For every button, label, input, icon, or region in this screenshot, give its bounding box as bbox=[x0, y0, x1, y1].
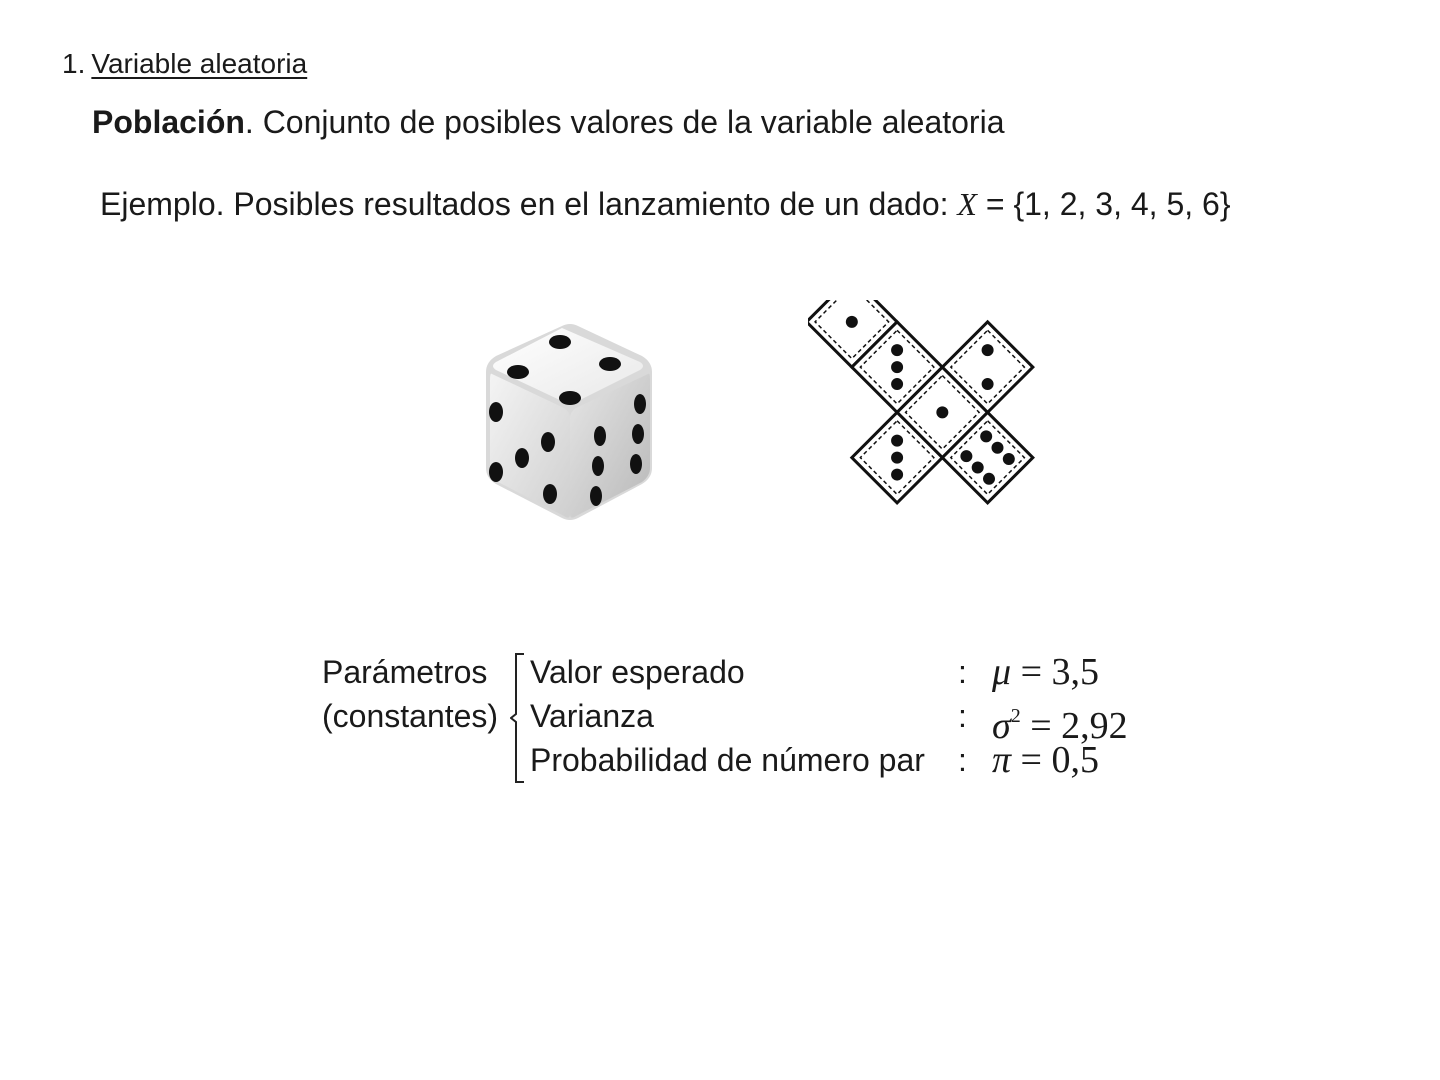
parameters-label bbox=[322, 650, 498, 738]
parameter-value bbox=[992, 650, 1099, 694]
example-variable: X bbox=[957, 186, 977, 222]
parameter-colon: : bbox=[958, 654, 967, 690]
parameters-label-line2: (constantes) bbox=[322, 698, 499, 734]
parameter-name: Probabilidad de número par bbox=[530, 742, 925, 778]
parameter-number: = 3,5 bbox=[1020, 651, 1100, 693]
cube-net-icon bbox=[808, 300, 1068, 530]
parameter-number: = 2,92 bbox=[1030, 705, 1128, 747]
definition-term: Población bbox=[92, 104, 245, 140]
section-title: Variable aleatoria bbox=[91, 48, 308, 79]
example-set: = {1, 2, 3, 4, 5, 6} bbox=[976, 186, 1231, 222]
example-line bbox=[100, 186, 1231, 223]
parameter-symbol: π bbox=[992, 739, 1012, 781]
parameter-name: Varianza bbox=[530, 698, 654, 734]
parameter-value bbox=[992, 738, 1099, 782]
parameter-colon: : bbox=[958, 742, 967, 778]
parameter-colon: : bbox=[958, 698, 967, 734]
parameter-symbol: μ bbox=[992, 651, 1012, 693]
parameters-label-line1: Parámetros bbox=[322, 654, 488, 690]
parameter-symbol: σ bbox=[992, 705, 1011, 747]
example-lead: Ejemplo. Posibles resultados en el lanzamiento de un dado: bbox=[100, 186, 958, 222]
section-heading bbox=[62, 48, 307, 80]
definition-line bbox=[92, 104, 1004, 141]
definition-text: . Conjunto de posibles valores de la variable aleatoria bbox=[244, 104, 1005, 140]
parameter-number: = 0,5 bbox=[1020, 739, 1099, 781]
parameter-name: Valor esperado bbox=[530, 654, 745, 690]
six-sided-die-icon bbox=[470, 318, 670, 533]
parameter-exponent: 2 bbox=[1010, 705, 1021, 727]
section-number: 1. bbox=[62, 48, 86, 79]
left-brace bbox=[510, 652, 526, 784]
